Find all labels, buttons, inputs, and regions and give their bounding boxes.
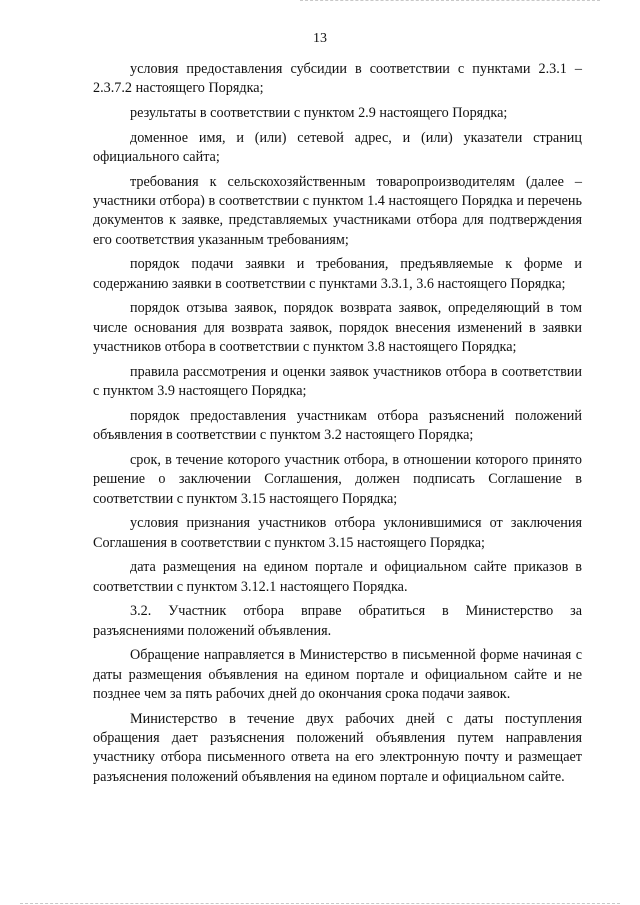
page-number: 13 bbox=[313, 31, 327, 46]
scan-edge-bottom bbox=[20, 900, 620, 904]
paragraph-clarifications: порядок предоставления участникам отбора разъяснений положений объявления в соответствии с пунктом 3.2 настоящего Порядка; bbox=[93, 407, 582, 444]
document-body bbox=[93, 60, 582, 792]
paragraph-publication-date: дата размещения на едином портале и официальном сайте приказов в соответствии с пунктом 3.12.1 настоящего Порядка. bbox=[93, 559, 582, 595]
scan-edge-top bbox=[300, 0, 600, 4]
paragraph-section-3-2: 3.2. Участник отбора вправе обратиться в Министерство за разъяснениями положений объявления. bbox=[93, 603, 582, 639]
paragraph-domain-name: доменное имя, и (или) сетевой адрес, и (или) указатели страниц официального сайта; bbox=[93, 129, 582, 165]
paragraph-signing-deadline: срок, в течение которого участник отбора, в отношении которого принято решение о заключении Соглашения, должен подписать Соглашение в соответствии с пунктом 3.15 настоящего Порядка; bbox=[93, 451, 582, 507]
paragraph-review-rules: правила рассмотрения и оценки заявок участников отбора в соответствии с пунктом 3.9 настоящего Порядка; bbox=[93, 363, 582, 400]
paragraph-subsidy-conditions: условия предоставления субсидии в соответствии с пунктами 2.3.1 – 2.3.7.2 настоящего Порядка; bbox=[93, 61, 582, 97]
paragraph-withdrawal-procedure: порядок отзыва заявок, порядок возврата заявок, определяющий в том числе основания для возврата заявок, порядок внесения изменений в заявки участников отбора в соответствии с пунктом 3.8 настоящего Порядка; bbox=[93, 300, 582, 356]
paragraph-producer-requirements: требования к сельскохозяйственным товаропроизводителям (далее – участники отбора) в соответствии с пунктом 1.4 настоящего Порядка и перечень документов к заявке, представляемых участниками отбора для подтверждения его соответствия указанным требованиям; bbox=[93, 173, 582, 248]
paragraph-request-submission: Обращение направляется в Министерство в письменной форме начиная с даты размещения объявления на едином портале и официальном сайте и не позднее чем за пять рабочих дней до окончания срока подачи заявок. bbox=[93, 647, 582, 703]
paragraph-results: результаты в соответствии с пунктом 2.9 настоящего Порядка; bbox=[130, 105, 508, 121]
paragraph-ministry-response: Министерство в течение двух рабочих дней с даты поступления обращения дает разъяснения положений объявления путем направления участнику отбора письменного ответа на его электронную почту и размещает разъяснения положений объявления на едином портале и официальном сайте. bbox=[93, 710, 582, 785]
paragraph-application-procedure: порядок подачи заявки и требования, предъявляемые к форме и содержанию заявки в соответствии с пунктами 3.3.1, 3.6 настоящего Порядка; bbox=[93, 256, 582, 292]
paragraph-evasion-conditions: условия признания участников отбора уклонившимися от заключения Соглашения в соответствии с пунктом 3.15 настоящего Порядка; bbox=[93, 515, 582, 551]
